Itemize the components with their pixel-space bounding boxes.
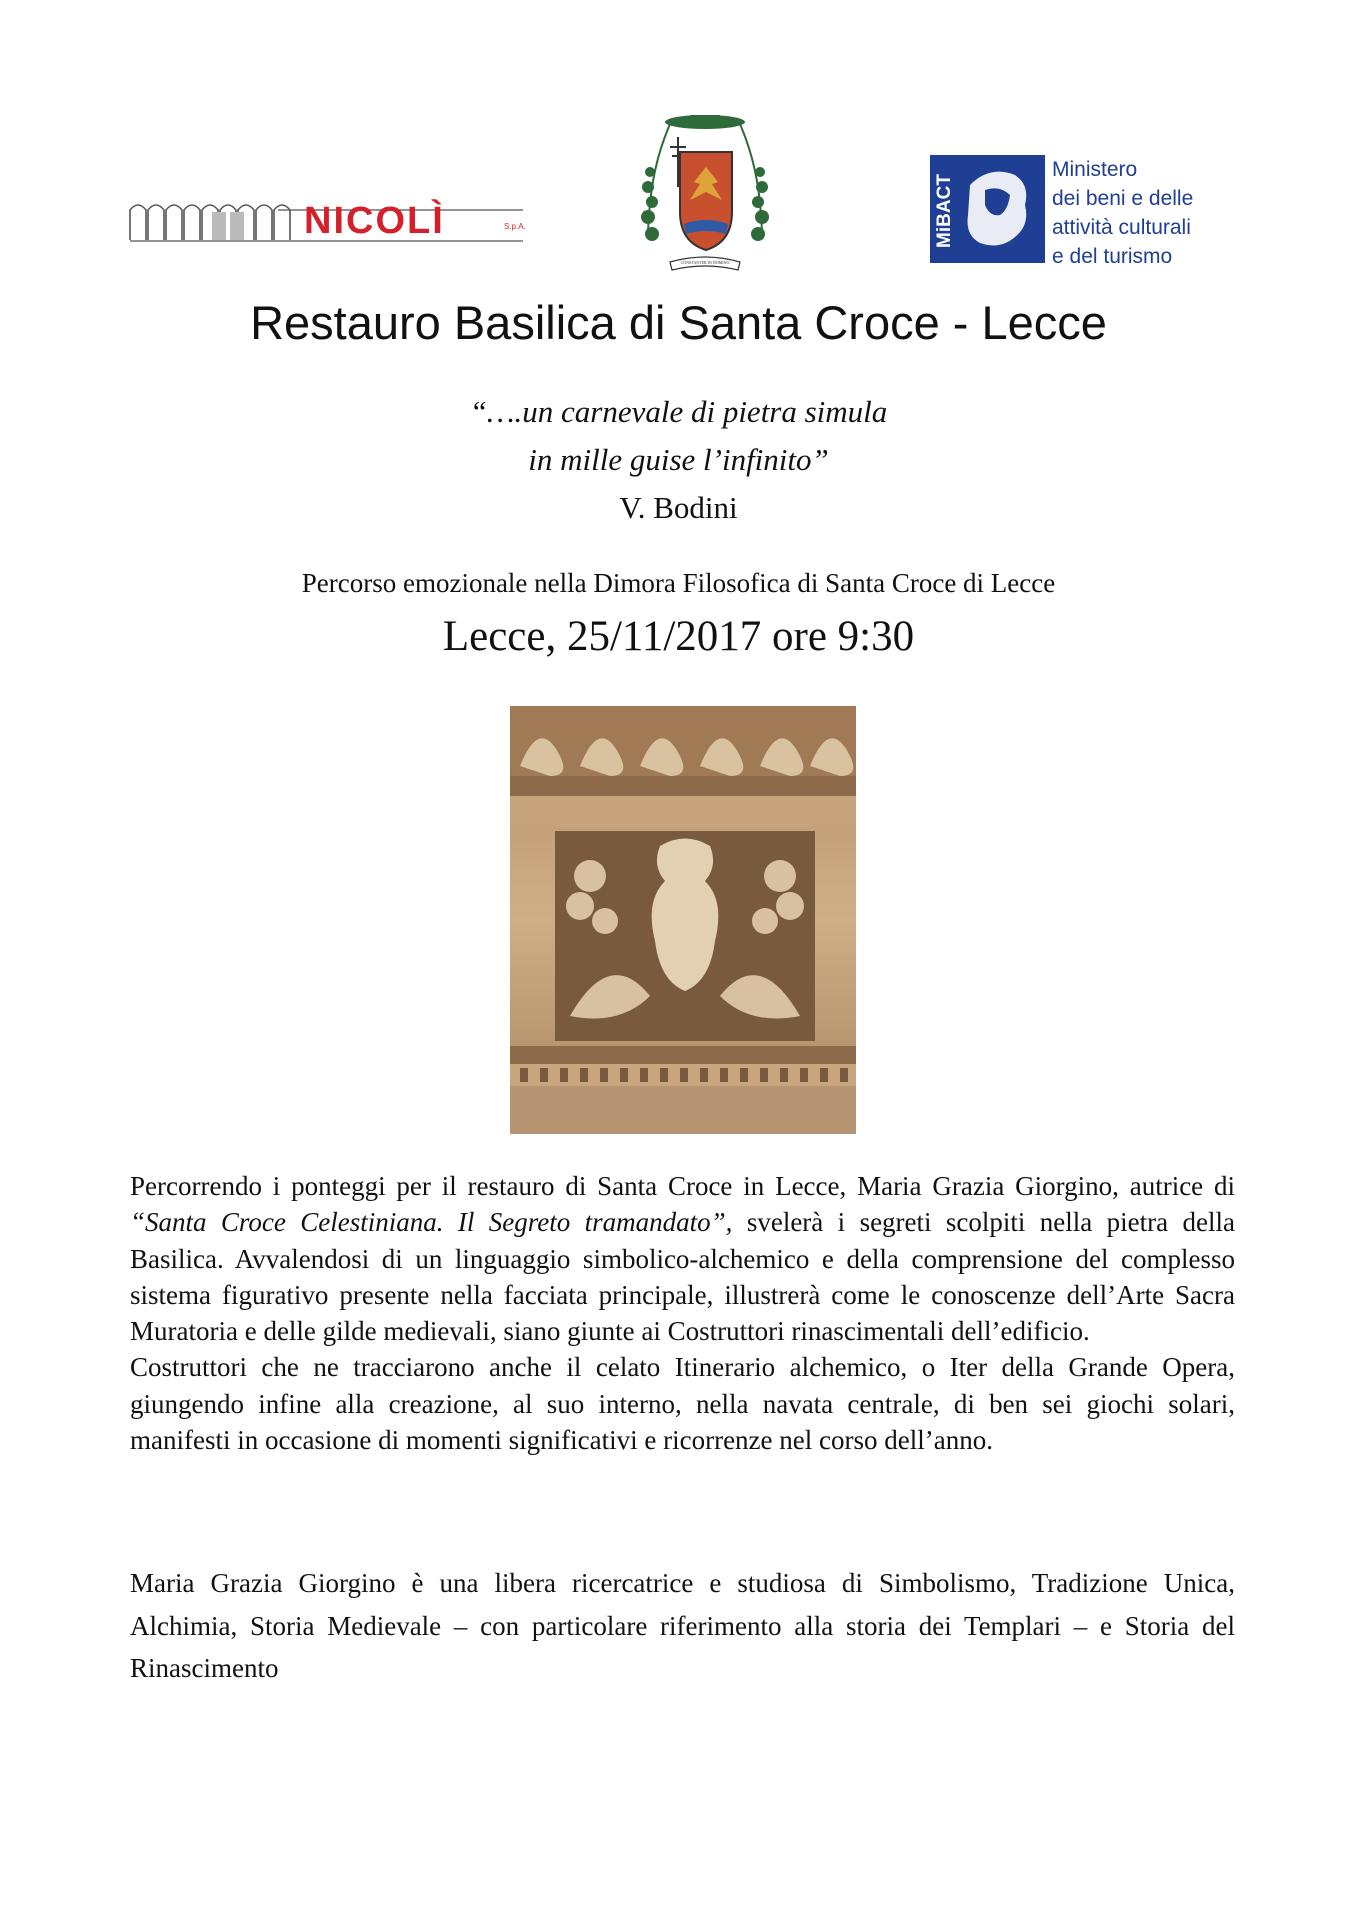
mibact-text — [1052, 155, 1193, 271]
quote-author: V. Bodini — [619, 490, 738, 525]
mibact-line: Ministero — [1052, 158, 1138, 181]
nicoli-wordmark: NICOLÌ — [304, 200, 445, 242]
nicoli-suffix: S.p.A. — [504, 222, 526, 231]
mibact-line: dei beni e delle — [1052, 187, 1194, 210]
nicoli-logo — [128, 196, 528, 246]
description — [130, 1168, 1235, 1458]
mibact-emblem — [930, 155, 1045, 263]
basilica-sculpture-photo — [510, 706, 856, 1134]
mibact-abbr: MiBACT — [934, 174, 955, 248]
event-subtitle: Percorso emozionale nella Dimora Filosofica di Santa Croce di Lecce — [301, 568, 1056, 598]
author-bio: Maria Grazia Giorgino è una libera ricercatrice e studiosa di Simbolismo, Tradizione Unica, Alchimia, Storia Medievale – con particolare riferimento alla storia dei Templari – e Storia del Rinascimento — [130, 1568, 1235, 1683]
mibact-line: attività culturali — [1052, 216, 1191, 239]
sculpture-image — [510, 706, 856, 1134]
book-title: “Santa Croce Celestiniana. Il Segreto tramandato”, — [130, 1207, 733, 1238]
crest-icon — [640, 112, 770, 282]
page-title: Restauro Basilica di Santa Croce - Lecce — [250, 296, 1107, 349]
quote-line: “….un carnevale di pietra simula — [469, 394, 888, 429]
paragraph-text: Percorrendo i ponteggi per il restauro di Santa Croce in Lecce, Maria Grazia Giorgino, autrice di — [130, 1171, 1235, 1201]
quote-line: in mille guise l’infinito” — [528, 442, 829, 477]
event-date: Lecce, 25/11/2017 ore 9:30 — [442, 613, 915, 660]
description-paragraph — [130, 1168, 1235, 1349]
description-paragraph: Costruttori che ne tracciarono anche il celato Itinerario alchemico, o Iter della Grande Opera, giungendo infine alla creazione, al suo interno, nella navata centrale, di ben sei giochi solari, manifesti in occasione di momenti significativi e ricorrenze nel corso dell’anno. — [130, 1352, 1235, 1456]
mibact-line: e del turismo — [1052, 245, 1173, 268]
episcopal-crest — [640, 112, 770, 282]
crest-motto: CONSTANTER IN DOMINO — [680, 260, 730, 265]
paragraph-text: svelerà i segreti scolpiti nella pietra della Basilica. Avvalendosi di un linguaggio simbolico-alchemico e della comprensione del complesso sistema figurativo presente nella facciata principale, illustrerà come le conoscenze dell’Arte Sacra Muratoria e delle gilde medievali, siano giunte ai Costruttori rinascimentali dell’edificio. — [130, 1207, 1235, 1347]
mibact-logo — [930, 155, 1220, 268]
